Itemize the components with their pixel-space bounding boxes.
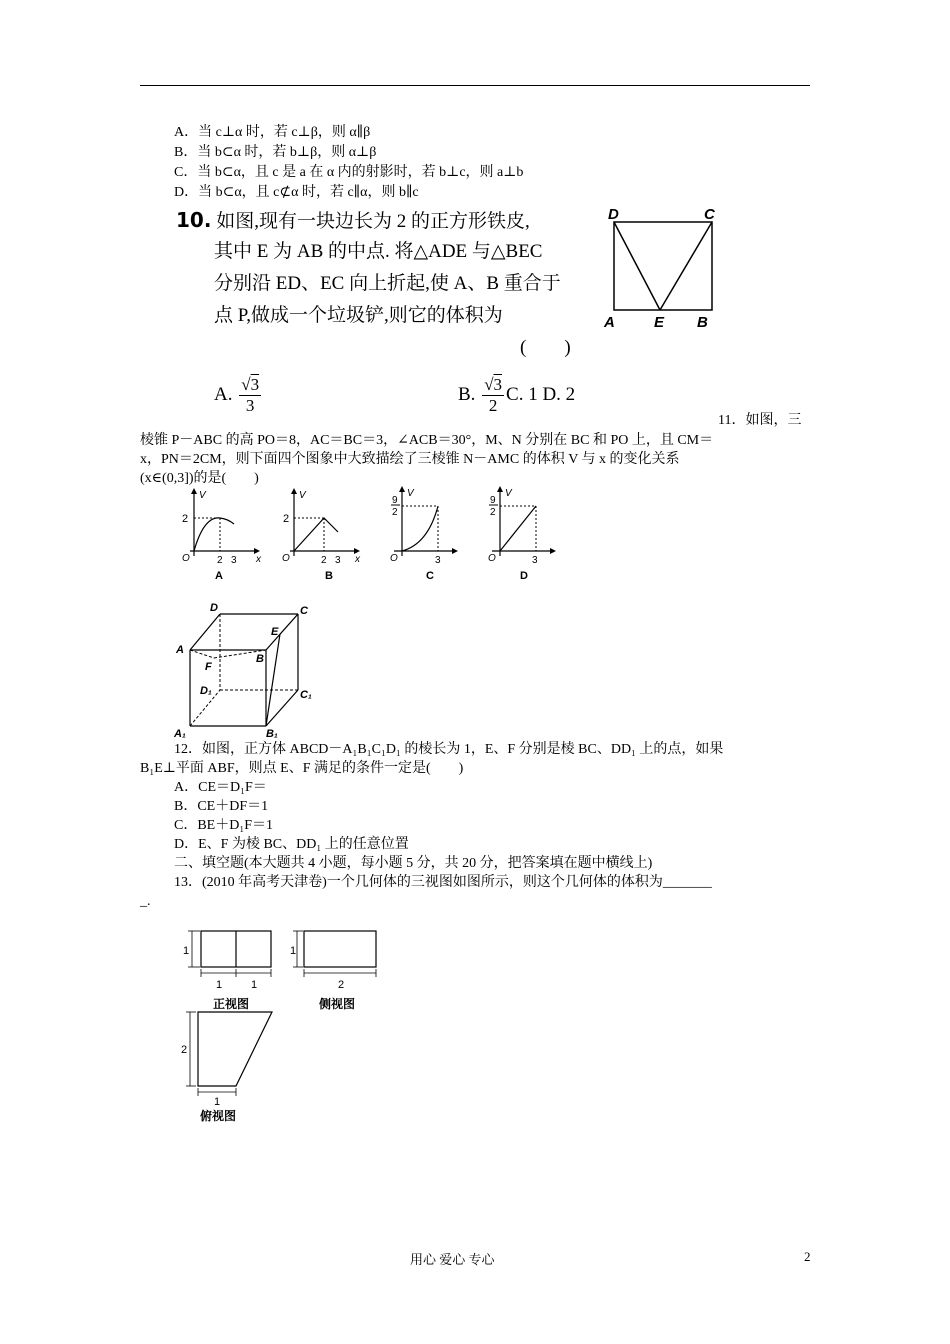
q11-graph-b (282, 488, 372, 583)
q9-option-b: B．当 b⊂α 时，若 b⊥β，则 α⊥β (174, 145, 377, 160)
q11-graph-c (390, 484, 465, 583)
q11-graph-a-ytick: 2 (182, 513, 189, 525)
q10-square-figure (600, 204, 730, 334)
q10-label-a: A (604, 314, 615, 331)
q10-option-a-label: A. (214, 384, 233, 405)
q12-label-e: E (271, 626, 279, 638)
q11-line2: x，PN＝2CM，则下面四个图象中大致描绘了三棱锥 N－AMC 的体积 V 与 x 的变化关系 (140, 452, 680, 467)
q10-line-ce (660, 222, 712, 310)
q10-option-cd: C. 1 D. 2 (506, 384, 576, 405)
q11-graph-b-v: V (299, 490, 306, 501)
q11-graph-d-o: O (488, 553, 496, 564)
q12-label-a1: A₁ (174, 728, 186, 740)
q13-front-label: 正视图 (213, 997, 250, 1011)
q9-option-d: D．当 b⊂α，且 c⊄α 时，若 c∥α，则 b∥c (174, 185, 419, 200)
q13-top-h: 2 (181, 1044, 188, 1056)
q13-side-w: 2 (338, 979, 345, 991)
q11-graph-c-label: C (426, 570, 434, 582)
q10-label-c: C (704, 206, 715, 223)
footer-text: 用心 爱心 专心 (410, 1252, 495, 1267)
q10-option-b-label: B. (458, 384, 476, 405)
q11-graph-c-xtick-3: 3 (435, 555, 441, 566)
q10-option-a (214, 370, 263, 420)
q13-front-view (176, 924, 286, 1016)
q13-side-label: 侧视图 (319, 997, 356, 1011)
q11-graph-c-ytick-den: 2 (392, 507, 398, 518)
q11-graph-b-x: x (355, 554, 360, 565)
q11-graph-b-curve (294, 518, 338, 551)
q13-front-h: 1 (183, 945, 190, 957)
q11-graph-d-ytick-num: 9 (490, 495, 496, 506)
q10-label-d: D (608, 206, 619, 223)
q13-top-w: 1 (214, 1096, 221, 1108)
q10-option-a-den: 3 (245, 396, 255, 416)
section-2-heading: 二、填空题(本大题共 4 小题，每小题 5 分，共 20 分，把答案填在题中横线上) (174, 856, 653, 871)
q13-side-h: 1 (290, 945, 297, 957)
q12-option-b: B．CE＋DF＝1 (174, 799, 269, 814)
q9-option-c: C．当 b⊂α，且 c 是 a 在 α 内的射影时，若 b⊥c，则 a⊥b (174, 165, 524, 180)
q11-graph-c-ytick-num: 9 (392, 495, 398, 506)
q11-graph-a (172, 488, 262, 583)
q12-option-d: D．E、F 为棱 BC、DD₁ 上的任意位置 (174, 837, 409, 852)
q11-line1: 棱锥 P－ABC 的高 PO＝8，AC＝BC＝3，∠ACB＝30°，M、N 分别在 BC 和 PO 上，且 CM＝ (140, 433, 714, 448)
q13-front-w2: 1 (251, 979, 258, 991)
q10-label-e: E (654, 314, 665, 331)
q12-label-c: C (300, 605, 308, 617)
q11-graph-d-label: D (520, 570, 528, 582)
q11-graph-c-curve (402, 506, 438, 551)
q12-option-c: C．BE＋D₁F＝1 (174, 818, 274, 833)
q12-line1: 12．如图，正方体 ABCD－A₁B₁C₁D₁ 的棱长为 1，E、F 分别是棱 BC、DD₁ 上的点，如果 (174, 742, 724, 757)
q12-label-b: B (256, 653, 264, 665)
q10-option-b-den: 2 (488, 396, 498, 416)
q10-answer-paren: ( ) (520, 337, 571, 358)
q10-number: 10. (176, 208, 212, 232)
q13-top-view (176, 1010, 286, 1125)
q10-text-1: 如图,现有一块边长为 2 的正方形铁皮, (216, 211, 530, 232)
q11-graph-a-v: V (199, 490, 206, 501)
q13-front-w1: 1 (216, 979, 223, 991)
q10-option-b (458, 370, 575, 420)
q10-option-b-radicand: 3 (493, 375, 503, 395)
q13-line2: _. (140, 894, 151, 909)
q11-graph-b-ytick: 2 (283, 513, 290, 525)
q10-line4: 点 P,做成一个垃圾铲,则它的体积为 (214, 305, 503, 326)
q11-graph-a-xtick-2: 2 (217, 555, 223, 566)
q11-graph-d-curve (500, 506, 536, 551)
q11-graph-b-o: O (282, 553, 290, 564)
q11-graph-b-label: B (325, 570, 333, 582)
q11-graph-a-xtick-3: 3 (231, 555, 237, 566)
q10-line1 (176, 204, 530, 238)
q12-label-b1: B₁ (266, 728, 278, 740)
q12-option-a: A．CE＝D₁F＝ (174, 780, 267, 795)
q11-graph-d-xtick-3: 3 (532, 555, 538, 566)
q10-option-b-fraction: $\frac{√3}{2}$ (484, 375, 503, 416)
q11-graph-a-x: x (256, 554, 261, 565)
q11-graph-c-v: V (407, 488, 414, 499)
q11-graph-c-o: O (390, 553, 398, 564)
q11-graph-b-xtick-2: 2 (321, 555, 327, 566)
q11-graph-a-curve (194, 518, 234, 551)
q11-start: 11．如图，三 (718, 413, 802, 428)
q12-label-d1: D₁ (200, 685, 212, 697)
q11-graph-a-o: O (182, 553, 190, 564)
q11-graph-d (486, 484, 561, 583)
q12-line2: B₁E⊥平面 ABF，则点 E、F 满足的条件一定是( ) (140, 761, 464, 776)
q10-line3: 分别沿 ED、EC 向上折起,使 A、B 重合于 (214, 273, 561, 294)
q12-label-f: F (205, 661, 212, 673)
q11-graph-a-label: A (215, 570, 223, 582)
q9-option-a: A．当 c⊥α 时，若 c⊥β，则 α∥β (174, 125, 371, 140)
q11-graph-d-ytick-den: 2 (490, 507, 496, 518)
q13-side-view (286, 924, 386, 1016)
q12-cube-figure (170, 598, 330, 740)
q10-square (614, 222, 712, 310)
header-rule (140, 85, 810, 86)
q10-label-b: B (697, 314, 708, 331)
q11-graph-d-v: V (505, 488, 512, 499)
q10-line-de (614, 222, 660, 310)
q13-line1: 13．(2010 年高考天津卷)一个几何体的三视图如图所示，则这个几何体的体积为_______ (174, 875, 712, 890)
page-number: 2 (804, 1249, 811, 1264)
q12-label-c1: C₁ (300, 689, 312, 701)
q10-option-a-fraction: $\frac{√3}{3}$ (241, 375, 260, 416)
q11-line3: (x∈(0,3])的是( ) (140, 471, 259, 486)
q10-line2: 其中 E 为 AB 的中点. 将△ADE 与△BEC (214, 241, 543, 262)
q10-option-a-radicand: 3 (250, 375, 260, 395)
q13-top-label: 俯视图 (200, 1109, 237, 1123)
q12-label-d: D (210, 602, 218, 614)
q11-graph-b-xtick-3: 3 (335, 555, 341, 566)
q12-label-a: A (176, 644, 184, 656)
